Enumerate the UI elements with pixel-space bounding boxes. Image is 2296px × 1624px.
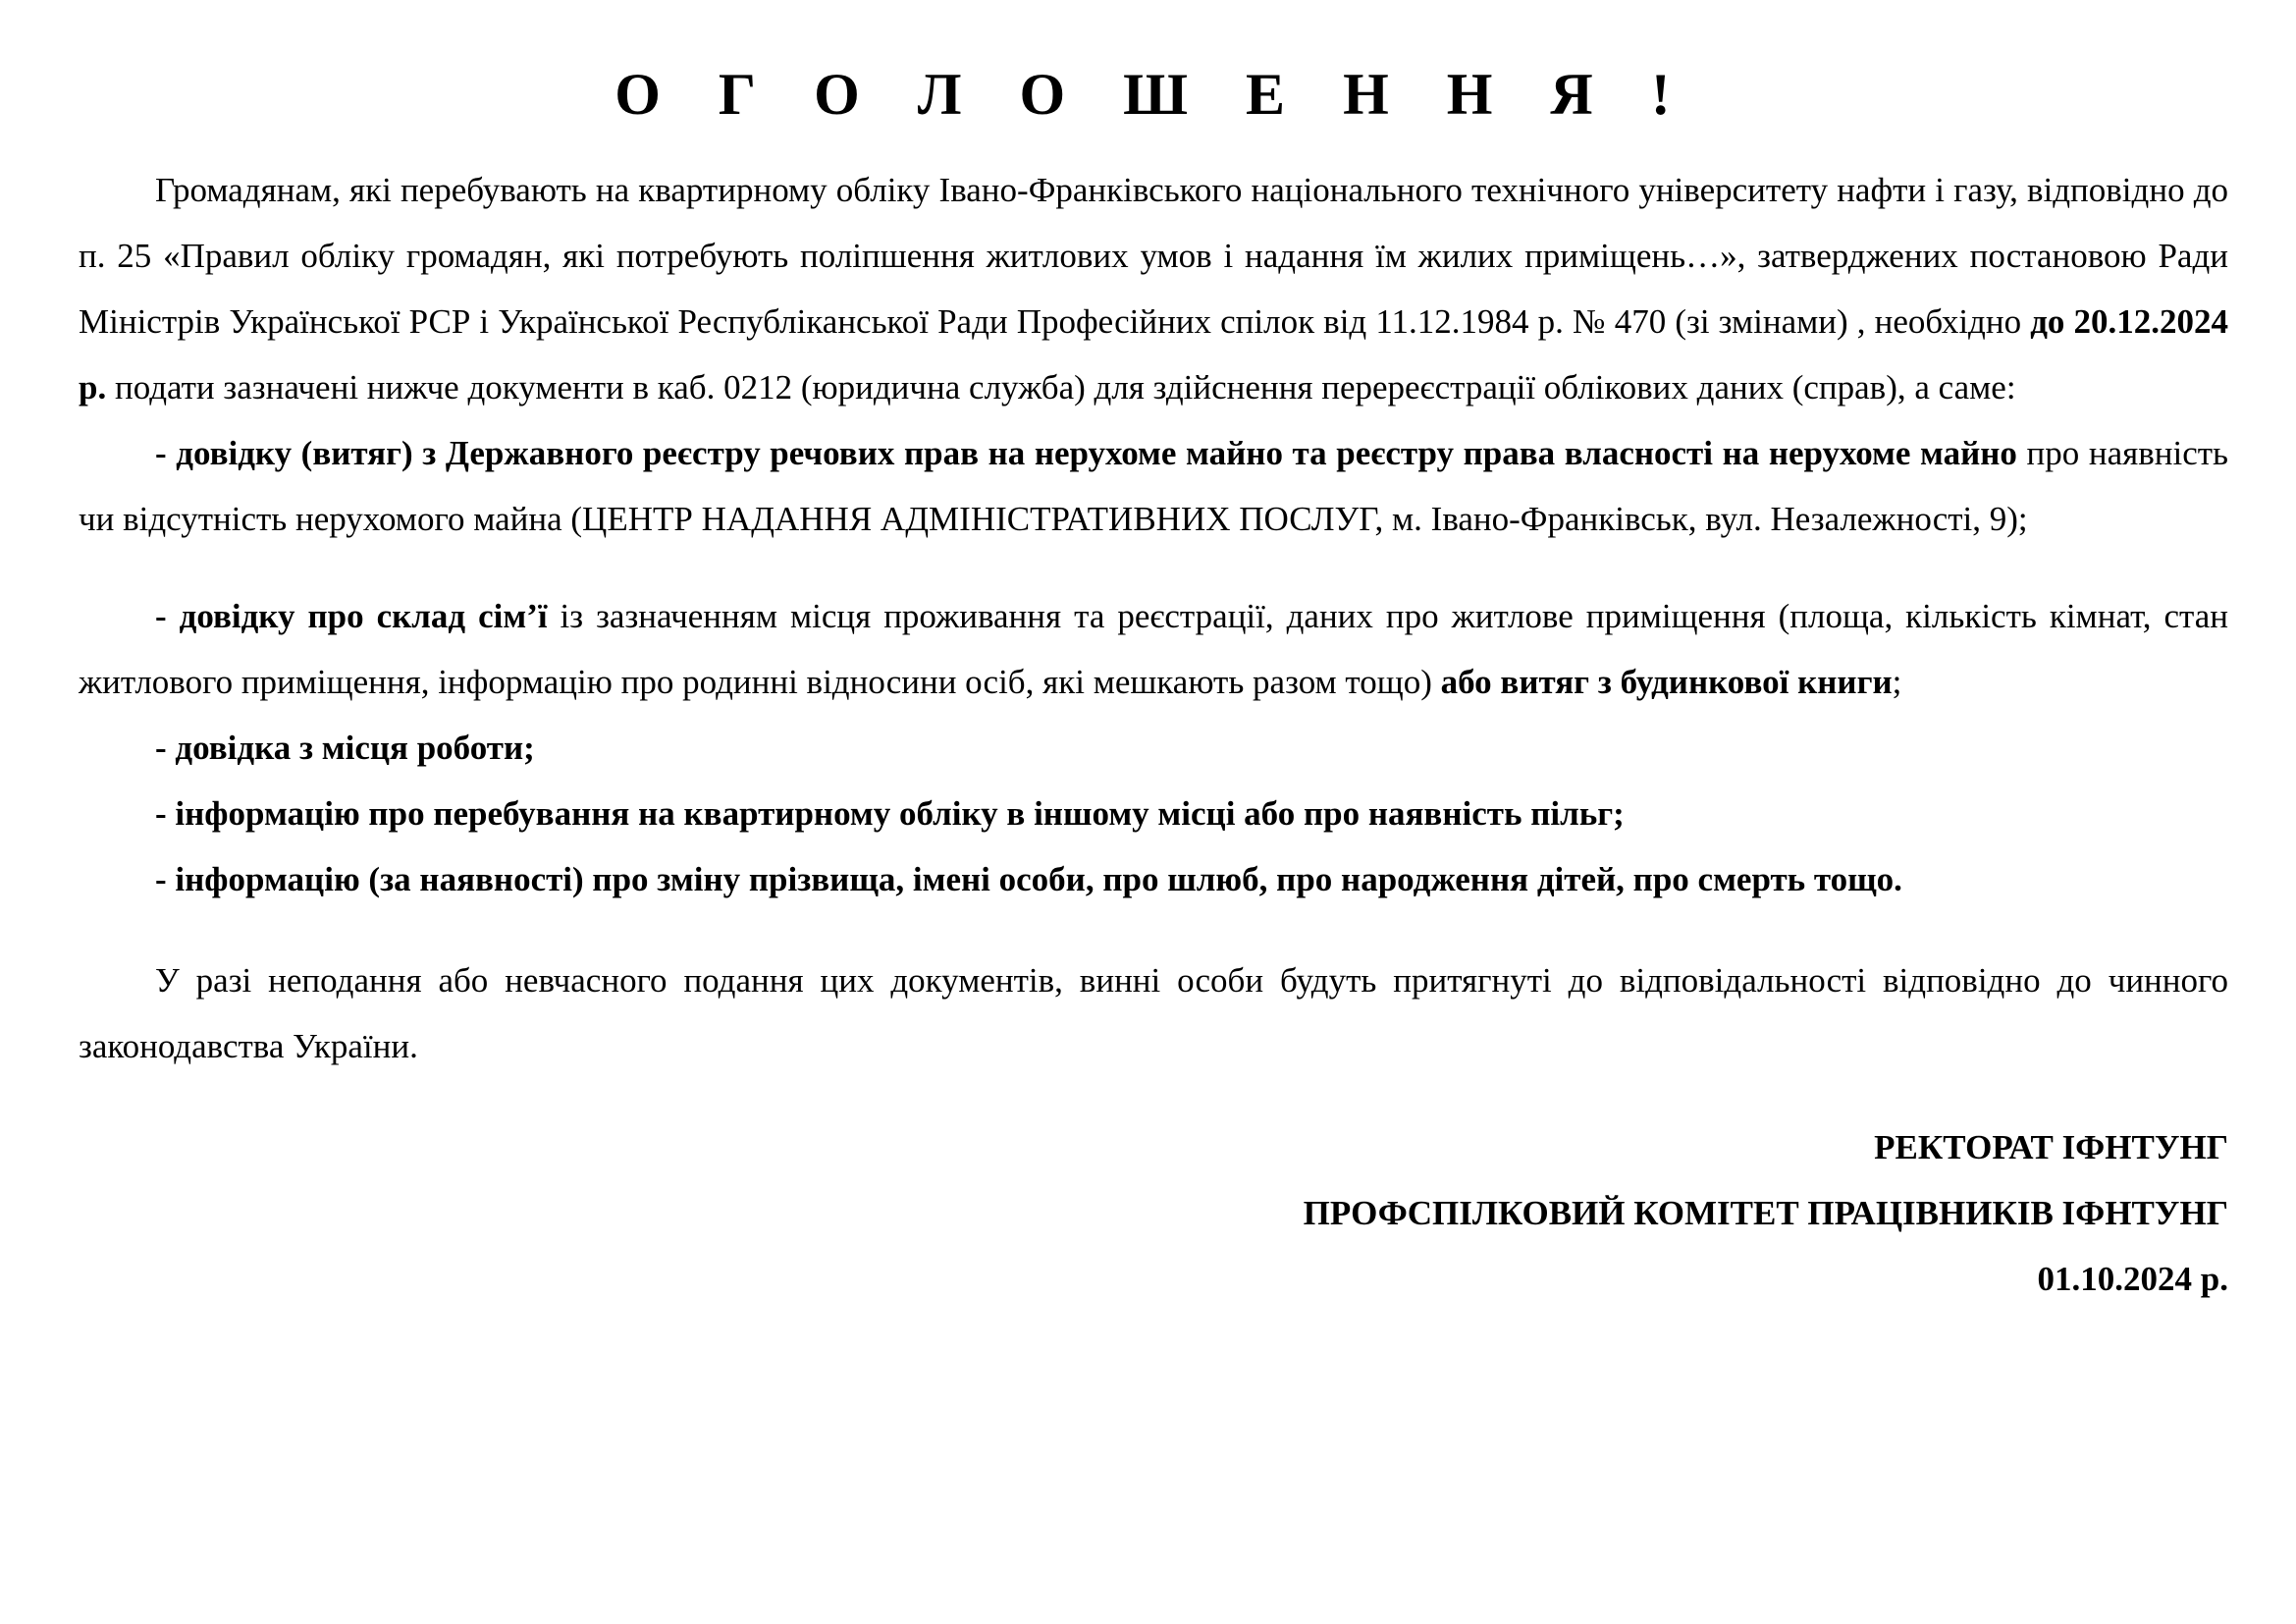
signature-committee: ПРОФСПІЛКОВИЙ КОМІТЕТ ПРАЦІВНИКІВ ІФНТУНГ bbox=[1303, 1194, 2228, 1232]
intro-paragraph bbox=[79, 157, 2228, 420]
document-item-bold: - довідка з місця роботи; bbox=[155, 729, 535, 767]
intro-text-before: Громадянам, які перебувають на квартирному обліку Івано-Франківського національного технічного університету нафти і газу, відповідно до п. 25 «Правил обліку громадян, які потребують поліпшення житлових умов і надання їм жилих приміщень…», затверджених постановою Ради Міністрів Української РСР і Української Республіканської Ради Професійних спілок від 11.12.1984 р. № 470 (зі змінами) , необхідно bbox=[79, 171, 2228, 341]
signature-rectorate: РЕКТОРАТ ІФНТУНГ bbox=[1874, 1128, 2228, 1166]
document-item-tail: ; bbox=[1892, 663, 1902, 701]
announcement-title: О Г О Л О Ш Е Н Н Я ! bbox=[614, 62, 1692, 127]
document-item-family bbox=[79, 583, 2228, 715]
document-item-bold: - довідку (витяг) з Державного реєстру речових прав на нерухоме майно та реєстру права власності на нерухоме майно bbox=[155, 434, 2017, 472]
document-item-text: із зазначенням місця проживання та реєстрації, даних про житлове приміщення (площа, кількість кімнат, стан житлового приміщення, інформацію про родинні відносини осіб, які мешкають разом тощо) bbox=[79, 597, 2228, 701]
document-item-bold-alt: або витяг з будинкової книги bbox=[1440, 663, 1893, 701]
document-item-bold: - інформацію (за наявності) про зміну прізвища, імені особи, про шлюб, про народження дітей, про смерть тощо. bbox=[155, 860, 1902, 898]
document-item-housing-record bbox=[79, 781, 2228, 846]
document-item-name-change bbox=[79, 846, 2228, 912]
signature-block bbox=[79, 1114, 2228, 1312]
deadline-date: до 20.12.2024 р. bbox=[79, 302, 2228, 406]
document-item-registry bbox=[79, 420, 2228, 552]
warning-paragraph: У разі неподання або невчасного подання цих документів, винні особи будуть притягнуті до відповідальності відповідно до чинного законодавства України. bbox=[79, 961, 2228, 1065]
document-item-bold: - довідку про склад сім’ї bbox=[155, 597, 548, 635]
document-item-text: про наявність чи відсутність нерухомого майна (ЦЕНТР НАДАННЯ АДМІНІСТРАТИВНИХ ПОСЛУГ, м. Івано-Франківськ, вул. Незалежності, 9); bbox=[79, 434, 2228, 538]
signature-date: 01.10.2024 р. bbox=[2037, 1260, 2228, 1298]
document-item-bold: - інформацію про перебування на квартирному обліку в іншому місці або про наявність пільг; bbox=[155, 794, 1625, 833]
document-item-work bbox=[79, 715, 2228, 781]
announcement-page bbox=[79, 59, 2228, 1312]
intro-text-after: подати зазначені нижче документи в каб. 0212 (юридична служба) для здійснення перереєстрації облікових даних (справ), а саме: bbox=[106, 368, 2016, 406]
